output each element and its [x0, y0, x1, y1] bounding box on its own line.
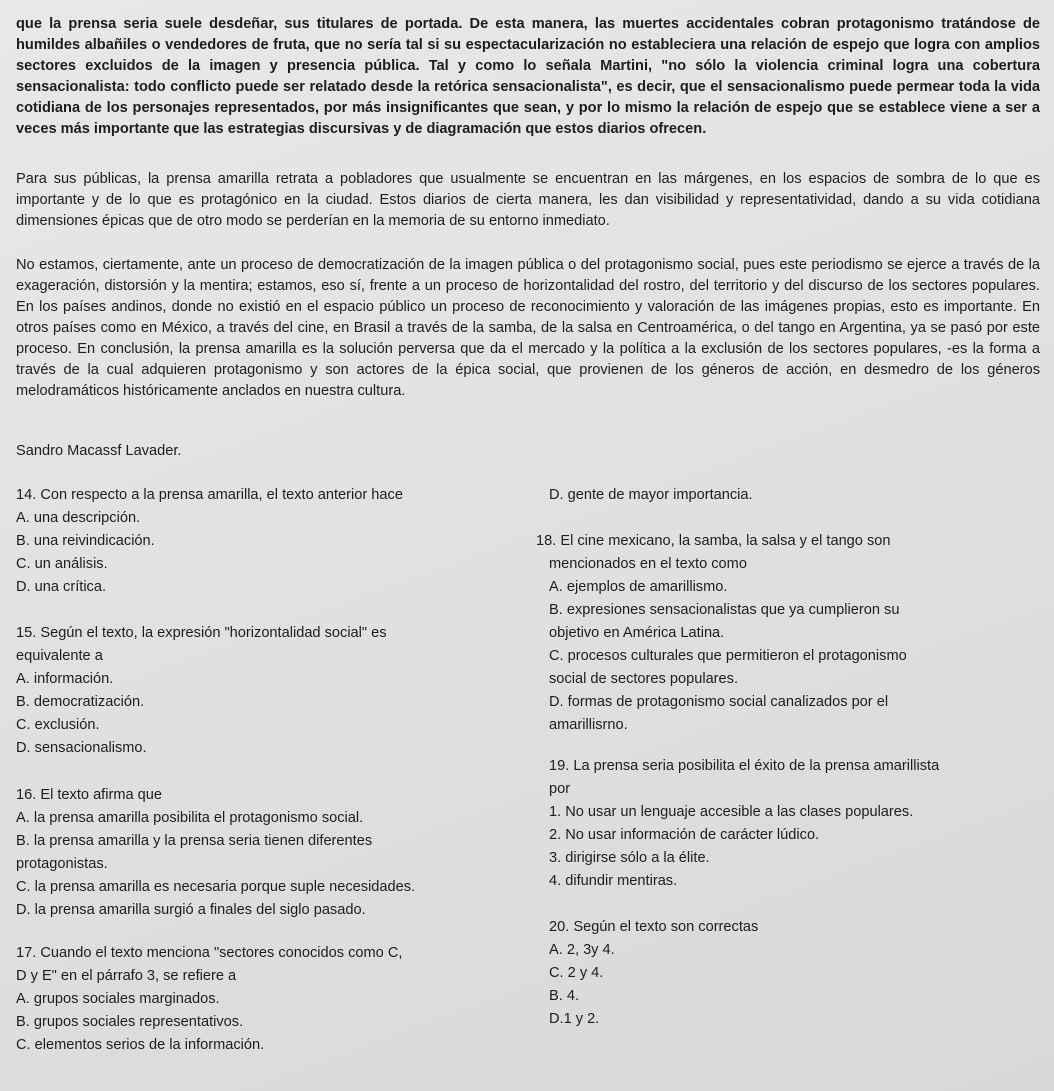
question-16-stem: 16. El texto afirma que: [16, 787, 163, 803]
question-15-stem-line-1: 15. Según el texto, la expresión "horizontalidad social" es: [16, 625, 387, 641]
question-15: [16, 622, 387, 760]
question-14-option-d: D. una crítica.: [16, 579, 107, 595]
question-14: [16, 484, 403, 599]
question-16-option-d: D. la prensa amarilla surgió a finales del siglo pasado.: [16, 902, 366, 918]
question-20-option-a: A. 2, 3y 4.: [549, 942, 615, 958]
question-17-option-b: B. grupos sociales representativos.: [16, 1014, 244, 1030]
question-17-option-c: C. elementos serios de la información.: [16, 1037, 265, 1053]
question-15-option-a: A. información.: [16, 671, 114, 687]
question-16-option-c: C. la prensa amarilla es necesaria porque suple necesidades.: [16, 879, 416, 895]
question-18-option-c: C. procesos culturales que permitieron el protagonismo: [549, 648, 907, 664]
question-19-option-3: 3. dirigirse sólo a la élite.: [549, 850, 710, 866]
question-19-option-2: 2. No usar información de carácter lúdico.: [549, 827, 820, 843]
question-17-stem-line-1: 17. Cuando el texto menciona "sectores conocidos como C,: [16, 945, 403, 961]
question-18-option-b: B. expresiones sensacionalistas que ya cumplieron su: [549, 602, 900, 618]
passage-author: Sandro Macassf Lavader.: [16, 443, 182, 459]
question-18-option-d: D. formas de protagonismo social canalizados por el: [549, 694, 889, 710]
question-14-option-b: B. una reivindicación.: [16, 533, 155, 549]
question-15-option-c: C. exclusión.: [16, 717, 100, 733]
question-18: [536, 530, 907, 737]
question-17-option-a: A. grupos sociales marginados.: [16, 991, 220, 1007]
question-18-stem-line-2: mencionados en el texto como: [549, 556, 747, 572]
question-14-option-a: A. una descripción.: [16, 510, 141, 526]
question-18-stem-line-1: 18. El cine mexicano, la samba, la salsa y el tango son: [536, 533, 891, 549]
question-15-option-d: D. sensacionalismo.: [16, 740, 147, 756]
continuation-option-d: D. gente de mayor importancia.: [549, 487, 753, 503]
question-18-option-c-continued: social de sectores populares.: [549, 671, 739, 687]
question-19-stem-line-2: por: [549, 781, 571, 797]
question-18-option-d-continued: amarillisrno.: [549, 717, 628, 733]
question-20-option-d: D.1 y 2.: [549, 1011, 600, 1027]
passage-paragraph-1: que la prensa seria suele desdeñar, sus titulares de portada. De esta manera, las muertes accidentales cobran protagonismo tratándose de humildes albañiles o vendedores de fruta, que no sería tal si su espectacularización no estableciera una relación de espejo que logra con amplios sectores excluidos de la imagen y presencia pública. Tal y como lo señala Martini, "no sólo la violencia criminal logra una cobertura sensacionalista: todo conflicto puede ser relatado desde la retórica sensacionalista", es decir, que el sensacionalismo puede permear toda la vida cotidiana de los personajes representados, por más insignificantes que sean, y por lo mismo la relación de espejo que se establece viene a ser a veces más importante que las estrategias discursivas y de diagramación que estos diarios ofrecen.: [16, 16, 1040, 137]
question-14-stem: 14. Con respecto a la prensa amarilla, el texto anterior hace: [16, 487, 403, 503]
question-15-option-b: B. democratización.: [16, 694, 145, 710]
question-20-option-b: B. 4.: [549, 988, 580, 1004]
question-20-option-c: C. 2 y 4.: [549, 965, 604, 981]
question-16-option-a: A. la prensa amarilla posibilita el protagonismo social.: [16, 810, 364, 826]
question-continuation-option-d: [549, 484, 753, 507]
question-18-option-b-continued: objetivo en América Latina.: [549, 625, 725, 641]
question-20: [549, 916, 758, 1031]
question-17-stem-line-2: D y E" en el párrafo 3, se refiere a: [16, 968, 237, 984]
passage-paragraph-2: Para sus públicas, la prensa amarilla retrata a pobladores que usualmente se encuentran en las márgenes, en los espacios de sombra de lo que es importante y de lo que es protagónico en la ciudad. Estos diarios de cierta manera, les dan visibilidad y representatividad, dando a su vida cotidiana dimensiones épicas que de otro modo se perderían en la memoria de su entorno inmediato.: [16, 171, 1040, 229]
question-19: [549, 755, 939, 893]
question-16: [16, 784, 415, 922]
passage-paragraph-3: No estamos, ciertamente, ante un proceso de democratización de la imagen pública o del protagonismo social, pues este periodismo se ejerce a través de la exageración, distorsión y la mentira; estamos, eso sí, frente a un proceso de horizontalidad del rostro, del territorio y del discurso de los sectores populares. En los países andinos, donde no existió en el espacio público un proceso de reconocimiento y valoración de las imágenes propias, esto es importante. En otros países como en México, a través del cine, en Brasil a través de la samba, de la salsa en Centroamérica, o del tango en Argentina, ya se pasó por este proceso. En conclusión, la prensa amarilla es la solución perversa que da el mercado y la política a la exclusión de los sectores populares, -es la forma a través de la cual adquieren protagonismo y son actores de la épica social, que provienen de los géneros de acción, en desmedro de los géneros melodramáticos históricamente anclados en nuestra cultura.: [16, 257, 1040, 399]
question-14-option-c: C. un análisis.: [16, 556, 108, 572]
question-19-stem-line-1: 19. La prensa seria posibilita el éxito de la prensa amarillista: [549, 758, 940, 774]
question-20-stem: 20. Según el texto son correctas: [549, 919, 759, 935]
question-17: [16, 942, 402, 1057]
question-19-option-4: 4. difundir mentiras.: [549, 873, 678, 889]
question-15-stem-line-2: equivalente a: [16, 648, 103, 664]
question-19-option-1: 1. No usar un lenguaje accesible a las clases populares.: [549, 804, 914, 820]
question-16-option-b: B. la prensa amarilla y la prensa seria tienen diferentes: [16, 833, 373, 849]
question-18-option-a: A. ejemplos de amarillismo.: [549, 579, 728, 595]
question-16-option-b-continued: protagonistas.: [16, 856, 108, 872]
